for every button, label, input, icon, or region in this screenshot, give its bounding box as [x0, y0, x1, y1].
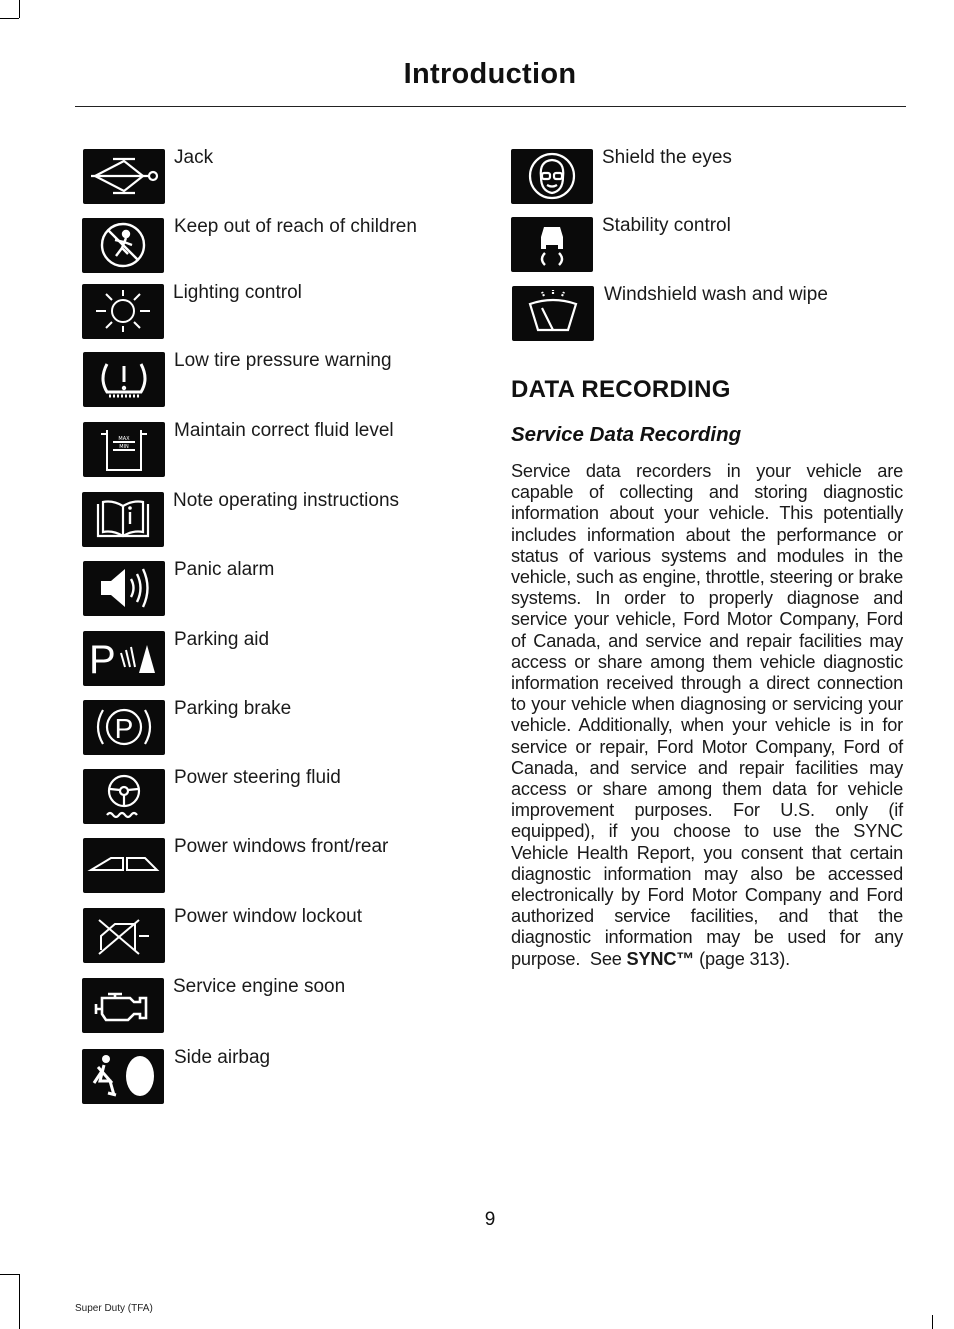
symbol-label: Parking aid — [174, 629, 270, 650]
min-text: MIN — [119, 444, 129, 450]
page-number: 9 — [484, 1209, 496, 1230]
fluid-level-icon — [83, 422, 165, 477]
symbol-label: Power window lockout — [174, 906, 362, 927]
parking-brake-icon — [83, 700, 165, 755]
stability-control-icon — [511, 217, 593, 272]
power-steering-fluid-icon — [83, 769, 165, 824]
sync-link[interactable]: SYNC™ — [626, 948, 695, 969]
symbol-label: Low tire pressure warning — [174, 350, 392, 371]
title-divider — [75, 106, 906, 107]
crop-mark — [19, 0, 20, 18]
panic-alarm-icon — [83, 561, 165, 616]
symbol-label: Parking brake — [174, 698, 292, 719]
body-paragraph — [511, 461, 903, 970]
operating-instructions-icon — [82, 492, 164, 547]
keep-out-of-reach-of-children-icon — [82, 218, 164, 273]
jack-icon — [83, 149, 165, 204]
symbol-label: Jack — [174, 147, 214, 168]
power-windows-icon — [83, 838, 165, 893]
section-subheading: Service Data Recording — [511, 423, 742, 446]
crop-mark — [0, 1274, 19, 1275]
lighting-control-icon — [82, 284, 164, 339]
paragraph-text: Service data recorders in your vehicle are capable of collecting and storing diagnostic information about your vehicle. This potentially includes information about the performance or status of various systems and modules in the vehicle, such as engine, throttle, steering or brake systems. In order to properly diagnose and service your vehicle, Ford Motor Company, Ford of Canada, and service and repair facilities may access or share among them vehicle diagnostic information received through a direct connection to your vehicle when diagnosing or servicing your vehicle. Additionally, when your vehicle is in for service or repair, Ford Motor Company, Ford of Canada, and service and repair facilities may access or share among them data for vehicle improvement purposes. For U.S. only (if equipped), if you choose to use the SYNC Vehicle Health Report, you consent that certain diagnostic information may also be accessed electronically by Ford Motor Company and Ford authorized service facilities, and that the diagnostic information may be used for any purpose. — [511, 461, 903, 969]
parking-aid-icon — [83, 631, 165, 686]
document-name: Super Duty (TFA) — [75, 1303, 153, 1314]
max-text: MAX — [118, 436, 130, 442]
crop-mark — [932, 1315, 933, 1329]
symbol-label: Lighting control — [173, 282, 302, 303]
symbol-label: Side airbag — [174, 1047, 271, 1068]
symbol-label: Panic alarm — [174, 559, 275, 580]
parking-brake-p-text: P — [114, 713, 134, 744]
page-reference: (page 313). — [699, 948, 790, 969]
symbol-label: Keep out of reach of children — [174, 216, 417, 237]
shield-the-eyes-icon — [511, 149, 593, 204]
crop-mark — [0, 18, 19, 19]
symbol-label: Power steering fluid — [174, 767, 341, 788]
power-window-lockout-icon — [83, 908, 165, 963]
symbol-label: Stability control — [602, 215, 731, 236]
parking-aid-p-text: P — [89, 638, 116, 682]
symbol-label: Maintain correct fluid level — [174, 420, 394, 441]
side-airbag-icon — [82, 1049, 164, 1104]
page-title: Introduction — [403, 58, 577, 90]
symbol-label: Windshield wash and wipe — [604, 284, 828, 305]
symbol-label: Power windows front/rear — [174, 836, 389, 857]
service-engine-soon-icon — [82, 978, 164, 1033]
crop-mark — [19, 1274, 20, 1329]
windshield-wash-wipe-icon — [512, 286, 594, 341]
low-tire-pressure-icon — [83, 352, 165, 407]
symbol-label: Shield the eyes — [602, 147, 732, 168]
symbol-label: Service engine soon — [173, 976, 346, 997]
see-prefix: See — [589, 948, 622, 969]
symbol-label: Note operating instructions — [173, 490, 400, 511]
section-heading: DATA RECORDING — [511, 376, 731, 403]
